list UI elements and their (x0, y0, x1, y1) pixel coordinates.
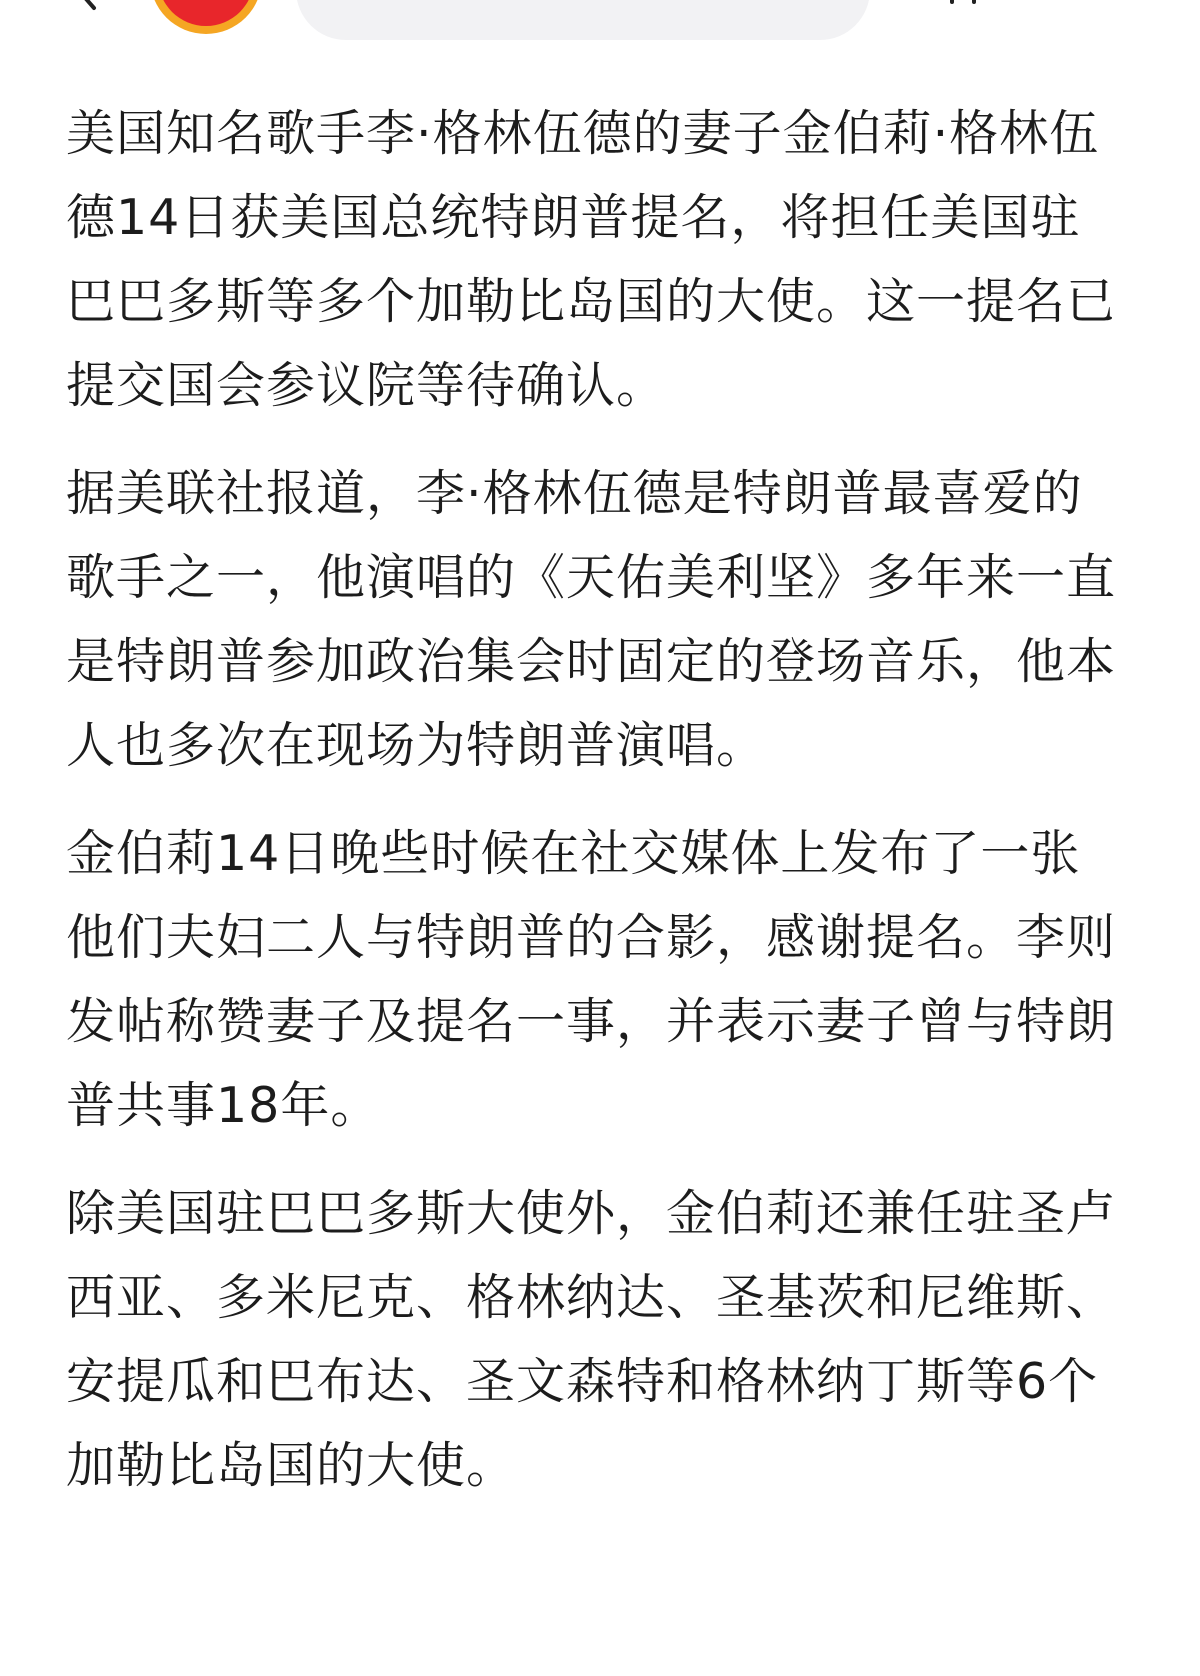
avatar-image (158, 0, 254, 26)
article-body (66, 92, 1126, 1532)
chevron-left-icon (68, 0, 108, 12)
avatar[interactable] (150, 0, 262, 34)
share-icon (944, 0, 984, 10)
top-navigation-bar (0, 0, 1200, 50)
back-button[interactable] (68, 0, 108, 12)
search-bar[interactable] (296, 0, 870, 40)
article-paragraph: 金伯莉14日晚些时候在社交媒体上发布了一张他们夫妇二人与特朗普的合影，感谢提名。李则发帖称赞妻子及提名一事，并表示妻子曾与特朗普共事18年。 (66, 825, 1117, 1134)
article-paragraph: 美国知名歌手李·格林伍德的妻子金伯莉·格林伍德14日获美国总统特朗普提名，将担任美国驻巴巴多斯等多个加勒比岛国的大使。这一提名已提交国会参议院等待确认。 (66, 105, 1117, 414)
article-paragraph: 除美国驻巴巴多斯大使外，金伯莉还兼任驻圣卢西亚、多米尼克、格林纳达、圣基茨和尼维斯、安提瓜和巴布达、圣文森特和格林纳丁斯等6个加勒比岛国的大使。 (66, 1185, 1117, 1494)
article-paragraph: 据美联社报道，李·格林伍德是特朗普最喜爱的歌手之一，他演唱的《天佑美利坚》多年来一直是特朗普参加政治集会时固定的登场音乐，他本人也多次在现场为特朗普演唱。 (66, 465, 1117, 774)
share-button[interactable] (944, 0, 984, 10)
